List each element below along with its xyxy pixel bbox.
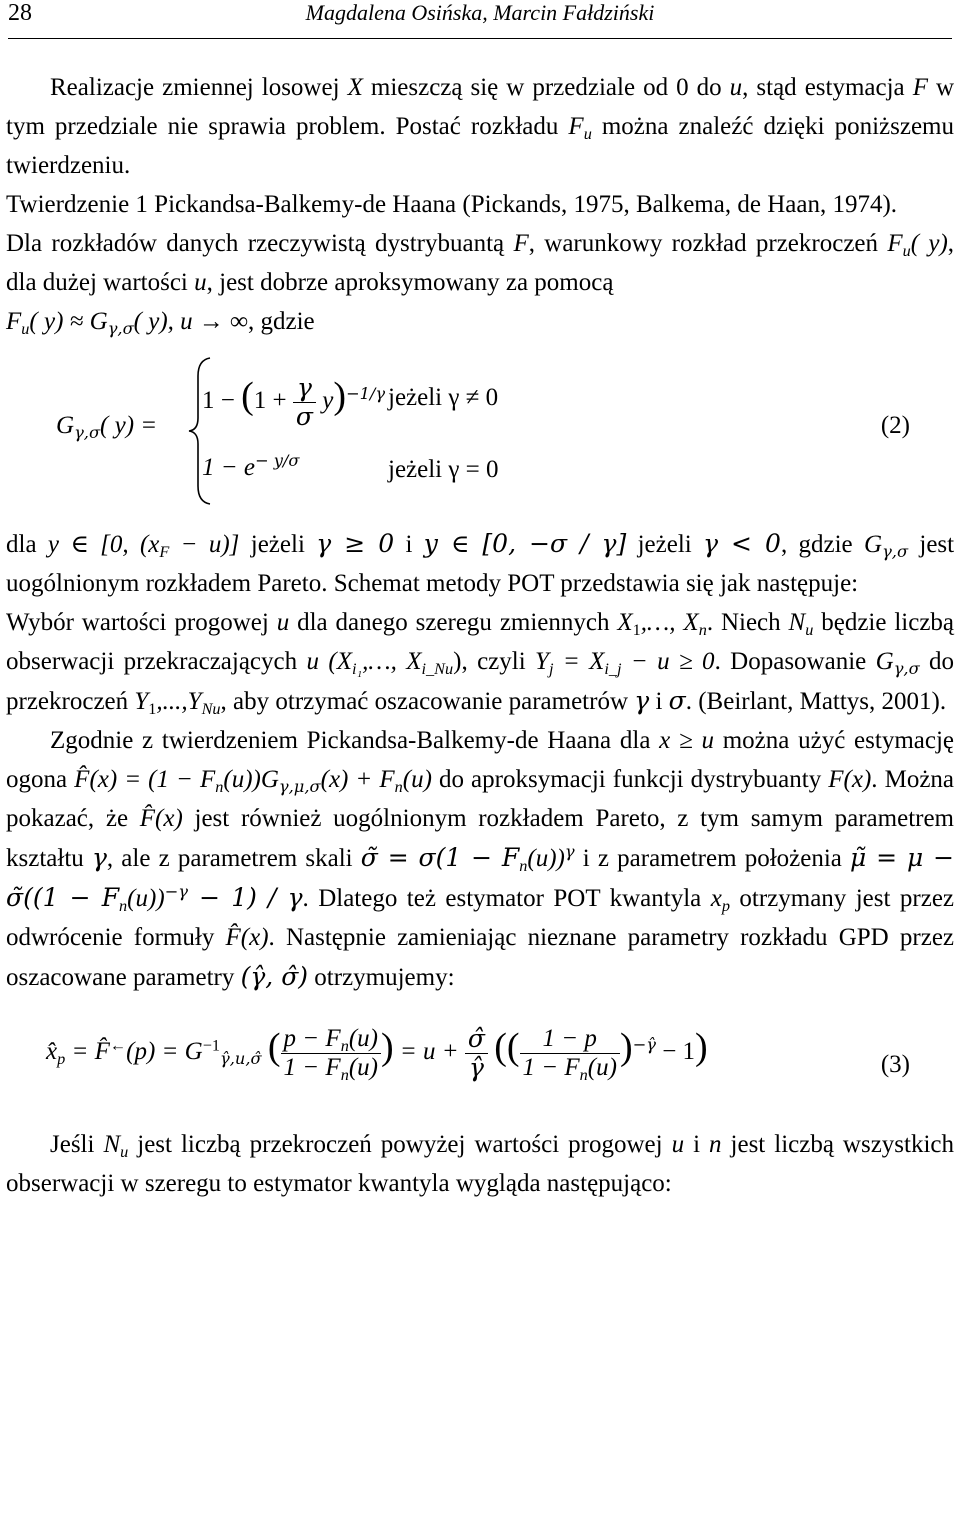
equation-2 (6, 356, 954, 510)
paragraph-6: Zgodnie z twierdzeniem Pickandsa-Balkemy-de Haana dla x ≥ u można użyć estymację ogona F̂(x) = $(1 - F_n(u))G_{\gamma,\mu,\sigma}(x) + F_n(u)$ do aproksymacji funkcji dystrybuanty F(x). Można pokazać, że F̂(x) jest również uogólnionym rozkładem Pareto, z tym samym parametrem kształtu γ, ale z parametrem skali σ̃ = $\sigma(1 - F_n(u))^\gamma$ i z parametrem położenia μ̃ = μ − σ̃((1 − $F_n(u))^{-\gamma} - 1) / \gamma$. Dlatego też estymator POT kwantyla $x_p$ otrzymany jest przez odwrócenie formuły F̂(x). Następnie zamieniając nieznane parametry rozkładu GPD przez oszacowane parametry (γ̂, σ̂) otrzymujemy: (6, 727, 955, 991)
equation-number-2: (2) (880, 412, 910, 439)
equation-3-expression: $x̂_p$ = F̂←(p) = $G^{-1}_{\gammâ,u,\sigmâ}$ ( $\frac{p - F_n(u)}{1 - F_n(u)}$ ) = u + $\frac{\sigmâ}{\gammâ}$ (( $\frac{1 - p}{1 - F_n(u)}$ )$^{-\gammâ}$ − 1) (46, 1024, 708, 1084)
equation-number-3: (3) (880, 1051, 910, 1078)
body-text (6, 68, 954, 1203)
paragraph-7: Jeśli $N_u$ jest liczbą przekroczeń powyżej wartości progowej u i n jest liczbą wszystkich obserwacji w szeregu to estymator kwantyla wygląda następująco: (6, 1131, 955, 1197)
case-1-condition: jeżeli γ ≠ 0 (388, 384, 499, 411)
paragraph-3: Dla rozkładów danych rzeczywistą dystrybuantą F, warunkowy rozkład przekroczeń $F_u$( y), dla dużej wartości u, jest dobrze aproksymowany za pomocą (6, 230, 955, 296)
gamma-over-sigma: $\frac{\gamma}{\sigma}$ (293, 374, 316, 431)
case-2-expression: $1 - e^{- y/\sigma}$ (202, 451, 300, 481)
paragraph-5: Wybór wartości progowej u dla danego szeregu zmiennych $X_1,\dots$, $X_n$. Niech $N_u$ będzie liczbą obserwacji przekraczających u ($X_{i_1},\dots$, $X_{i\_Nu}$), czyli $Y_j = X_{i\_j} - u \ge 0$. Dopasowanie $G_{\gamma,\sigma}$ do przekroczeń $Y_1,...,Y_{Nu}$, aby otrzymać oszacowanie parametrów γ i σ. (Beirlant, Mattys, 2001). (6, 609, 955, 718)
equation-3 (6, 1015, 954, 1111)
equation-2-lhs: $G_{\gamma,\sigma}$( y) = (56, 412, 158, 442)
header-rule (8, 38, 952, 39)
fraction-2: $\frac{\sigmâ}{\gammâ}$ (465, 1025, 488, 1082)
running-header-authors: Magdalena Osińska, Marcin Fałdziński (305, 0, 655, 25)
fraction-3: $\frac{1 - p}{1 - F_n(u)}$ (520, 1025, 620, 1082)
approximation-formula: $F_u$( $y) \approx G_{\gamma,\sigma}$( y), u → ∞, gdzie (6, 308, 315, 338)
case-2-condition: jeżeli γ = 0 (388, 456, 499, 483)
case-1-expression: 1 − (1 + $\frac{\gamma}{\sigma}$ y)$^{-1/\gamma}$ (202, 373, 386, 431)
paragraph-4: dla y ∈ [0, $(x_F - u)$] jeżeli γ ≥ 0 i y ∈ [0, −σ / γ] jeżeli γ < 0, gdzie $G_{\gamma,\sigma}$ jest uogólnionym rozkładem Pareto. Schemat metody POT przedstawia się jak następuje: (6, 529, 955, 597)
paragraph-theorem: Twierdzenie 1 Pickandsa-Balkemy-de Haana (Pickands, 1975, Balkema, de Haan, 1974). (6, 191, 898, 218)
running-header (8, 0, 952, 40)
fraction-1: $\frac{p - F_n(u)}{1 - F_n(u)}$ (281, 1025, 381, 1082)
page-number: 28 (8, 0, 32, 26)
paragraph-1: Realizacje zmiennej losowej X mieszczą się w przedziale od 0 do u, stąd estymacja F w tym przedziale nie sprawia problem. Postać rozkładu $F_u$ można znaleźć dzięki poniższemu twierdzeniu. (6, 74, 955, 179)
